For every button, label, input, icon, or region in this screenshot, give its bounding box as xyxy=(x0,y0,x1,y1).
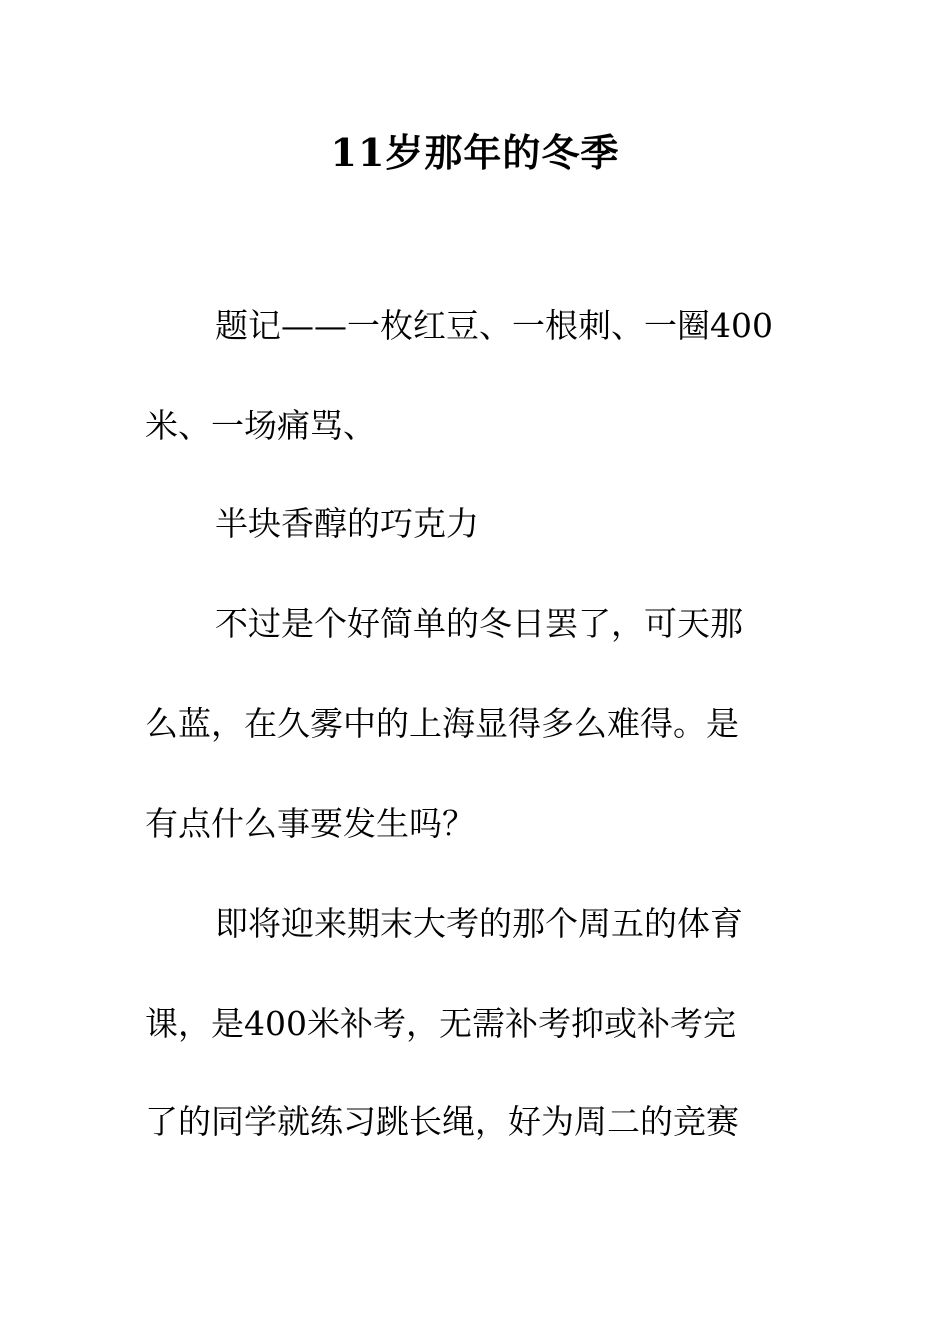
text-line: 课，是400米补考，无需补考抑或补考完 xyxy=(145,1004,736,1043)
text-line: 米、一场痛骂、 xyxy=(145,406,376,445)
text-line: 么蓝，在久雾中的上海显得多么难得。是 xyxy=(145,704,739,743)
text-line: 即将迎来期末大考的那个周五的体育 xyxy=(215,904,743,943)
document-title: 11岁那年的冬季 xyxy=(330,130,620,175)
text-line: 题记——一枚红豆、一根刺、一圈400 xyxy=(215,306,773,345)
text-line: 了的同学就练习跳长绳，好为周二的竞赛 xyxy=(145,1102,739,1141)
text-line: 半块香醇的巧克力 xyxy=(215,504,479,543)
text-line: 有点什么事要发生吗？ xyxy=(145,804,475,843)
text-line: 不过是个好简单的冬日罢了，可天那 xyxy=(215,604,743,643)
